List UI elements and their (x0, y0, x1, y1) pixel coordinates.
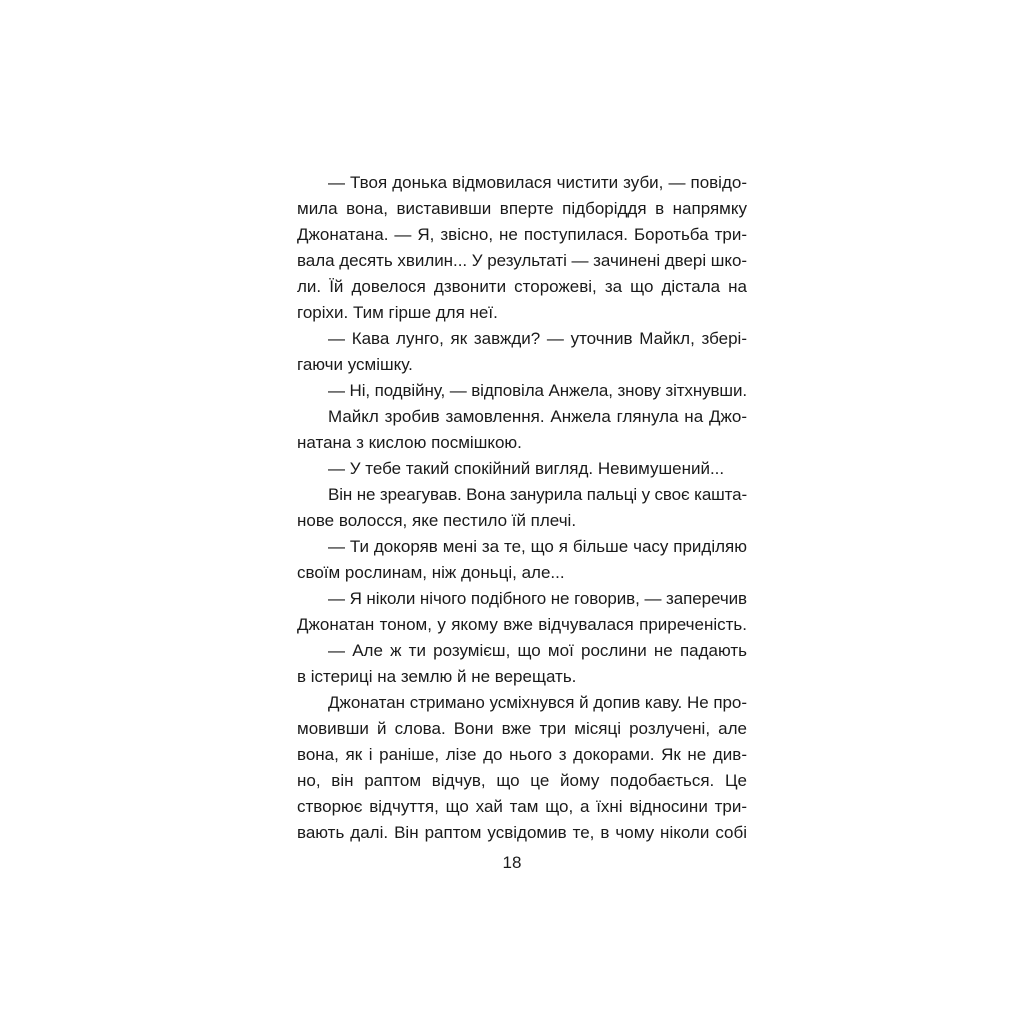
text-line (297, 794, 747, 820)
text-line (297, 664, 747, 690)
text-line (297, 378, 747, 404)
text-line-content: створює відчуття, що хай там що, а їхні відносини три- (297, 797, 747, 816)
text-line (297, 586, 747, 612)
body-text (297, 170, 747, 846)
text-line (297, 560, 747, 586)
text-line-content: в істериці на землю й не верещать. (297, 667, 577, 686)
text-line-content: — Кава лунго, як завжди? — уточнив Майкл, збері- (328, 329, 747, 348)
text-line (297, 352, 747, 378)
text-line-content: Джонатан тоном, у якому вже відчувалася приреченість. (297, 615, 747, 634)
text-line-content: нове волосся, яке пестило їй плечі. (297, 511, 577, 530)
text-line-content: горіхи. Тим гірше для неї. (297, 303, 498, 322)
text-line-content: Майкл зробив замовлення. Анжела глянула на Джо- (328, 407, 747, 426)
text-line (297, 768, 747, 794)
text-line (297, 326, 747, 352)
text-line-content: мовивши й слова. Вони вже три місяці розлучені, але (297, 719, 747, 738)
text-line-content: — Твоя донька відмовилася чистити зуби, — повідо- (328, 173, 747, 192)
text-line (297, 274, 747, 300)
text-line (297, 508, 747, 534)
text-line-content: вала десять хвилин... У результаті — зачинені двері шко- (297, 251, 747, 270)
text-line-content: — Ні, подвійну, — відповіла Анжела, знову зітхнувши. (328, 381, 747, 400)
text-line (297, 300, 747, 326)
text-line (297, 742, 747, 768)
text-line-content: — У тебе такий спокійний вигляд. Невимушений... (328, 459, 725, 478)
text-line-content: Джонатана. — Я, звісно, не поступилася. Боротьба три- (297, 225, 747, 244)
text-line-content: своїм рослинам, ніж доньці, але... (297, 563, 565, 582)
text-line (297, 430, 747, 456)
text-line-content: ли. Їй довелося дзвонити сторожеві, за що дістала на (297, 277, 747, 296)
text-line-content: Він не зреагував. Вона занурила пальці у своє кашта- (328, 485, 747, 504)
page-number: 18 (502, 853, 522, 872)
text-line-content: — Я ніколи нічого подібного не говорив, — заперечив (328, 589, 747, 608)
text-line (297, 690, 747, 716)
text-line (297, 820, 747, 846)
text-line-content: вають далі. Він раптом усвідомив те, в чому ніколи собі (297, 823, 747, 842)
text-line (297, 482, 747, 508)
text-line-content: но, він раптом відчув, що це йому подобається. Це (297, 771, 747, 790)
text-line (297, 638, 747, 664)
text-line-content: натана з кислою посмішкою. (297, 433, 522, 452)
text-line (297, 222, 747, 248)
text-line-content: — Ти докоряв мені за те, що я більше часу приділяю (328, 537, 747, 556)
text-line (297, 248, 747, 274)
text-line (297, 404, 747, 430)
text-line-content: вона, як і раніше, лізе до нього з докорами. Як не див- (297, 745, 747, 764)
text-line-content: мила вона, виставивши вперте підборіддя в напрямку (297, 199, 747, 218)
text-line (297, 170, 747, 196)
text-line (297, 534, 747, 560)
text-line-content: — Але ж ти розумієш, що мої рослини не падають (328, 641, 747, 660)
text-line (297, 612, 747, 638)
text-line (297, 196, 747, 222)
text-line (297, 716, 747, 742)
text-line-content: гаючи усмішку. (297, 355, 413, 374)
text-line-content: Джонатан стримано усміхнувся й допив каву. Не про- (328, 693, 747, 712)
text-line (297, 456, 747, 482)
